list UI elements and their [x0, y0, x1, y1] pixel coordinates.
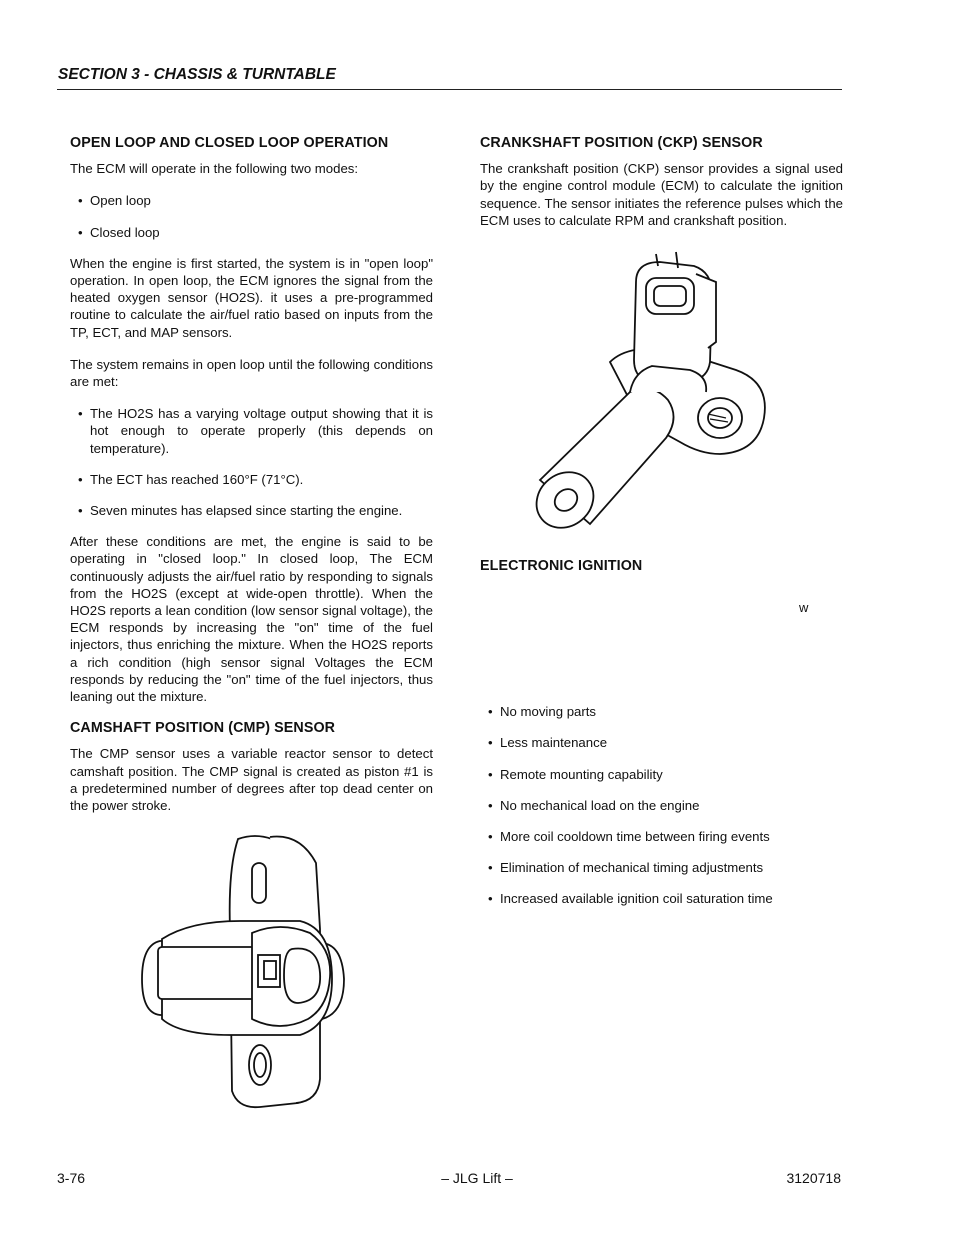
- list-item: • No moving parts: [480, 703, 843, 720]
- closed-loop-paragraph: After these conditions are met, the engine is said to be operating in "closed loop." In closed loop, The ECM continuously adjusts the air/fuel ratio by responding to signals from the HO2S (except at wide-open throttle). When the HO2S reports a lean condition (low sensor signal voltage), the ECM responds by increasing the "on" time of the fuel injectors, thus enriching the mixture. When the HO2S reports a rich condition (high sensor signal Voltages the ECM responds by reducing the "on" time of the fuel injectors, thus leaning out the mixture.: [70, 534, 433, 705]
- list-item: • Remote mounting capability: [480, 766, 843, 783]
- footer-center: – JLG Lift –: [441, 1170, 513, 1186]
- list-item: • Increased available ignition coil saturation time: [480, 890, 843, 907]
- list-item: • No mechanical load on the engine: [480, 797, 843, 814]
- cmp-sensor-illustration: [70, 829, 433, 1119]
- list-item: • Closed loop: [70, 224, 433, 241]
- list-item: • The HO2S has a varying voltage output showing that it is hot enough to operate properly (this depends on temperature).: [70, 405, 433, 457]
- section-title: SECTION 3 - CHASSIS & TURNTABLE: [58, 66, 336, 83]
- cmp-paragraph: The CMP sensor uses a variable reactor sensor to detect camshaft position. The CMP signal is created as piston #1 is a predetermined number of degrees after top dead center on the power stroke.: [70, 746, 433, 814]
- ignition-benefits-list: [480, 703, 843, 907]
- list-item: • Open loop: [70, 192, 433, 209]
- list-item: • Seven minutes has elapsed since starting the engine.: [70, 502, 433, 519]
- left-column: [70, 135, 433, 1119]
- list-item: • The ECT has reached 160°F (71°C).: [70, 471, 433, 488]
- list-item: • Elimination of mechanical timing adjustments: [480, 859, 843, 876]
- list-item: • Less maintenance: [480, 734, 843, 751]
- stray-text: w: [799, 600, 809, 616]
- open-loop-paragraph-1: When the engine is first started, the system is in "open loop" operation. In open loop, the ECM ignores the signal from the heated oxygen sensor (HO2S). it uses a pre-programmed routine to calculate the air/fuel ratio based on inputs from the TP, ECT, and MAP sensors.: [70, 255, 433, 340]
- ckp-sensor-illustration: [480, 242, 843, 532]
- document-number: 3120718: [786, 1170, 841, 1186]
- header-rule: [57, 89, 842, 90]
- ckp-paragraph: The crankshaft position (CKP) sensor provides a signal used by the engine control module (ECM) to calculate the ignition sequence. The sensor initiates the reference pulses which the ECM uses to calculate RPM and crankshaft position.: [480, 161, 843, 228]
- modes-list: [70, 192, 433, 240]
- ckp-heading: CRANKSHAFT POSITION (CKP) SENSOR: [480, 135, 763, 151]
- open-loop-paragraph-2: The system remains in open loop until the following conditions are met:: [70, 356, 433, 390]
- open-loop-intro: The ECM will operate in the following two modes:: [70, 161, 359, 177]
- page-number: 3-76: [57, 1170, 86, 1186]
- conditions-list: [70, 405, 433, 519]
- open-loop-heading: OPEN LOOP AND CLOSED LOOP OPERATION: [70, 135, 389, 151]
- list-item: • More coil cooldown time between firing events: [480, 828, 843, 845]
- cmp-heading: CAMSHAFT POSITION (CMP) SENSOR: [70, 720, 336, 737]
- ignition-heading: ELECTRONIC IGNITION: [480, 558, 643, 575]
- right-column: [480, 135, 843, 922]
